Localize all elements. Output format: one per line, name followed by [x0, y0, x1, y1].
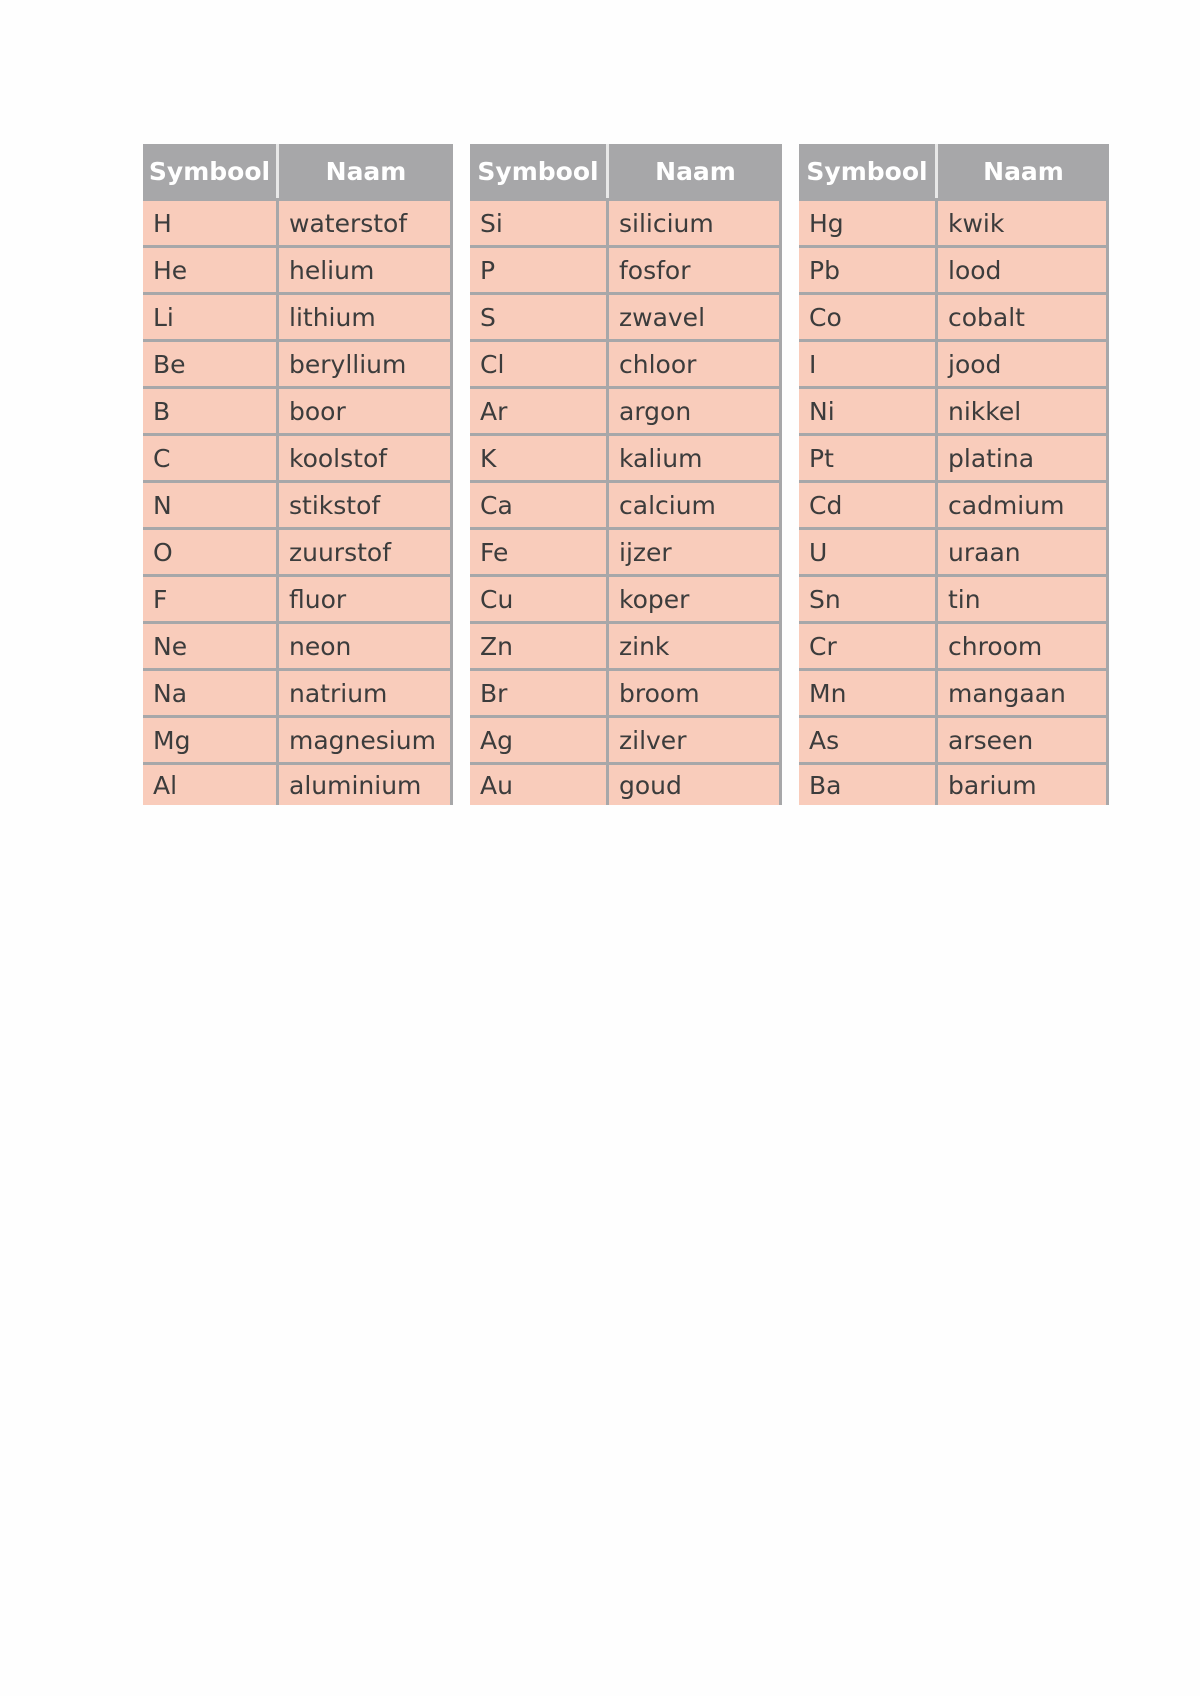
element-name-cell: beryllium	[279, 339, 453, 386]
element-name-cell: neon	[279, 621, 453, 668]
element-name-cell: cobalt	[938, 292, 1109, 339]
table-row	[143, 715, 453, 762]
table-row	[143, 527, 453, 574]
element-name-cell: goud	[609, 762, 782, 805]
element-name-cell: ijzer	[609, 527, 782, 574]
element-name-cell: lithium	[279, 292, 453, 339]
element-symbol-cell: He	[143, 245, 279, 292]
element-symbol-cell: Cd	[799, 480, 938, 527]
element-name-cell: helium	[279, 245, 453, 292]
element-name-cell: argon	[609, 386, 782, 433]
element-symbol-cell: Hg	[799, 198, 938, 245]
element-symbol-cell: C	[143, 433, 279, 480]
element-name-cell: magnesium	[279, 715, 453, 762]
element-name-cell: koper	[609, 574, 782, 621]
element-name-cell: zwavel	[609, 292, 782, 339]
element-symbol-cell: Mn	[799, 668, 938, 715]
element-name-cell: zuurstof	[279, 527, 453, 574]
header-symbol: Symbool	[143, 144, 279, 198]
element-name-cell: jood	[938, 339, 1109, 386]
table-row	[143, 292, 453, 339]
table-row	[470, 527, 782, 574]
element-name-cell: koolstof	[279, 433, 453, 480]
table-row	[143, 480, 453, 527]
element-name-cell: barium	[938, 762, 1109, 805]
header-symbol: Symbool	[799, 144, 938, 198]
element-symbol-cell: Li	[143, 292, 279, 339]
element-symbol-cell: Br	[470, 668, 609, 715]
element-name-cell: tin	[938, 574, 1109, 621]
element-symbol-cell: Na	[143, 668, 279, 715]
table-row	[470, 198, 782, 245]
table-row	[799, 762, 1109, 805]
element-symbol-cell: Ba	[799, 762, 938, 805]
element-symbol-cell: Ca	[470, 480, 609, 527]
element-tables	[143, 144, 1109, 799]
element-symbol-cell: Ne	[143, 621, 279, 668]
element-name-cell: cadmium	[938, 480, 1109, 527]
element-name-cell: lood	[938, 245, 1109, 292]
element-symbol-cell: Co	[799, 292, 938, 339]
element-name-cell: platina	[938, 433, 1109, 480]
element-symbol-cell: Cr	[799, 621, 938, 668]
header-name: Naam	[938, 144, 1109, 198]
element-symbol-cell: I	[799, 339, 938, 386]
header-name: Naam	[609, 144, 782, 198]
element-symbol-cell: Al	[143, 762, 279, 805]
table-row	[799, 527, 1109, 574]
element-symbol-cell: P	[470, 245, 609, 292]
element-name-cell: waterstof	[279, 198, 453, 245]
table-row	[470, 668, 782, 715]
table-row	[470, 433, 782, 480]
element-name-cell: zilver	[609, 715, 782, 762]
table-row	[799, 245, 1109, 292]
table-header-row	[799, 144, 1109, 198]
table-row	[143, 621, 453, 668]
table-row	[799, 386, 1109, 433]
table-row	[143, 339, 453, 386]
table-row	[143, 198, 453, 245]
table-row	[470, 621, 782, 668]
element-name-cell: boor	[279, 386, 453, 433]
table-row	[799, 621, 1109, 668]
element-name-cell: fosfor	[609, 245, 782, 292]
element-symbol-cell: Zn	[470, 621, 609, 668]
table-row	[470, 386, 782, 433]
element-symbol-cell: Sn	[799, 574, 938, 621]
table-row	[143, 668, 453, 715]
table-row	[799, 339, 1109, 386]
element-name-cell: kalium	[609, 433, 782, 480]
element-name-cell: natrium	[279, 668, 453, 715]
element-name-cell: aluminium	[279, 762, 453, 805]
element-name-cell: chloor	[609, 339, 782, 386]
element-symbol-cell: O	[143, 527, 279, 574]
table-row	[143, 386, 453, 433]
element-symbol-cell: Pb	[799, 245, 938, 292]
element-name-cell: uraan	[938, 527, 1109, 574]
table-row	[470, 292, 782, 339]
element-symbol-cell: U	[799, 527, 938, 574]
header-name: Naam	[279, 144, 453, 198]
element-symbol-cell: Si	[470, 198, 609, 245]
table-row	[143, 245, 453, 292]
table-row	[799, 480, 1109, 527]
element-symbol-cell: Fe	[470, 527, 609, 574]
table-row	[799, 433, 1109, 480]
element-name-cell: fluor	[279, 574, 453, 621]
element-name-cell: kwik	[938, 198, 1109, 245]
element-symbol-cell: Pt	[799, 433, 938, 480]
table-row	[143, 433, 453, 480]
element-table-3	[799, 144, 1109, 805]
table-header-row	[470, 144, 782, 198]
table-row	[143, 574, 453, 621]
element-symbol-cell: Ar	[470, 386, 609, 433]
element-table-2	[470, 144, 782, 805]
table-row	[470, 480, 782, 527]
element-symbol-cell: Be	[143, 339, 279, 386]
element-name-cell: chroom	[938, 621, 1109, 668]
element-name-cell: zink	[609, 621, 782, 668]
table-row	[470, 339, 782, 386]
element-name-cell: silicium	[609, 198, 782, 245]
table-row	[470, 762, 782, 805]
element-name-cell: arseen	[938, 715, 1109, 762]
table-row	[470, 574, 782, 621]
element-symbol-cell: As	[799, 715, 938, 762]
element-name-cell: stikstof	[279, 480, 453, 527]
table-row	[143, 762, 453, 805]
table-header-row	[143, 144, 453, 198]
element-symbol-cell: Au	[470, 762, 609, 805]
element-symbol-cell: H	[143, 198, 279, 245]
element-name-cell: nikkel	[938, 386, 1109, 433]
element-symbol-cell: B	[143, 386, 279, 433]
table-row	[799, 668, 1109, 715]
element-symbol-cell: F	[143, 574, 279, 621]
element-name-cell: broom	[609, 668, 782, 715]
table-row	[799, 715, 1109, 762]
element-symbol-cell: K	[470, 433, 609, 480]
element-name-cell: calcium	[609, 480, 782, 527]
element-symbol-cell: Cu	[470, 574, 609, 621]
table-row	[799, 292, 1109, 339]
table-row	[799, 574, 1109, 621]
header-symbol: Symbool	[470, 144, 609, 198]
table-row	[470, 715, 782, 762]
element-name-cell: mangaan	[938, 668, 1109, 715]
element-symbol-cell: N	[143, 480, 279, 527]
element-symbol-cell: Cl	[470, 339, 609, 386]
element-table-1	[143, 144, 453, 805]
element-symbol-cell: Ni	[799, 386, 938, 433]
element-symbol-cell: Mg	[143, 715, 279, 762]
table-row	[799, 198, 1109, 245]
table-row	[470, 245, 782, 292]
element-symbol-cell: Ag	[470, 715, 609, 762]
element-symbol-cell: S	[470, 292, 609, 339]
